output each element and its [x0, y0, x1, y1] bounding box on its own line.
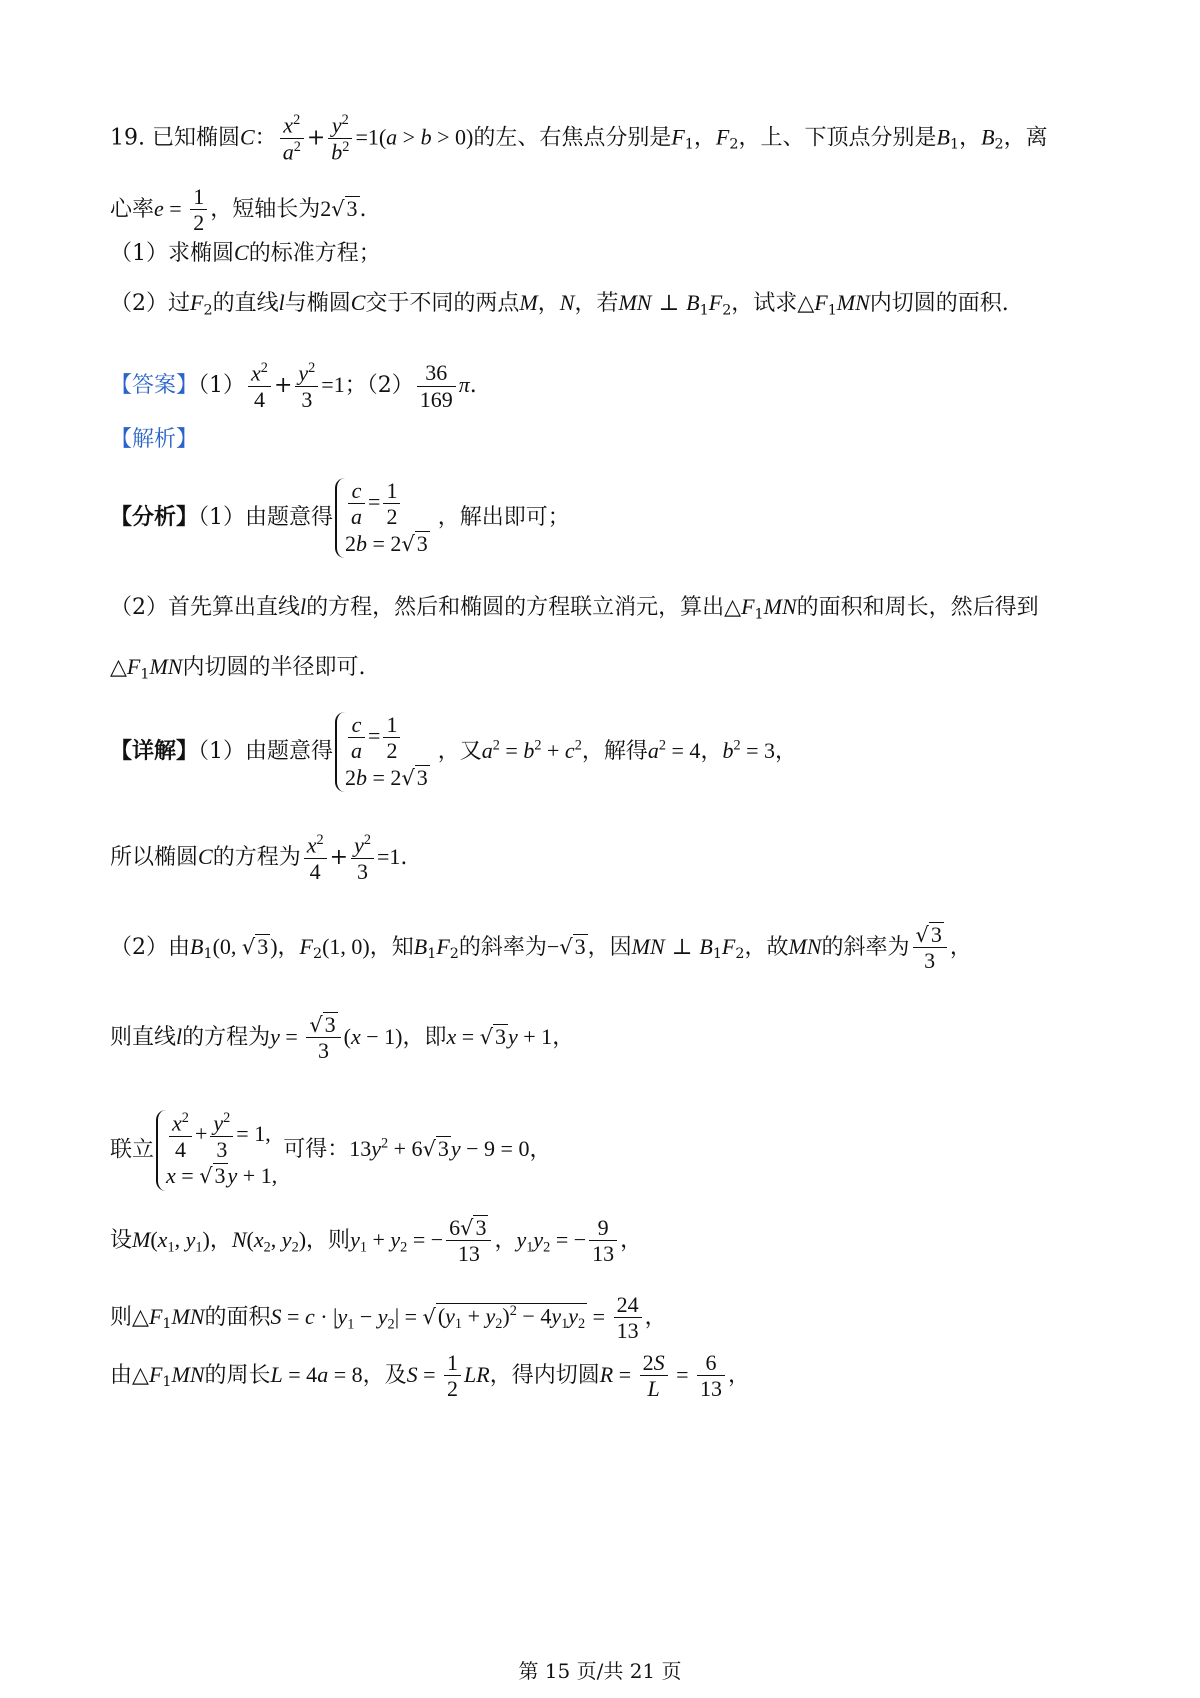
answer-line: 【答案】（1） $\frac{x^2}{4}$ + $\frac{y^2}{3}$ =1；（2） $\frac{36}{169}$ π.	[110, 360, 477, 412]
page-footer: 第 15 页/共 21 页	[518, 1659, 682, 1683]
question-line-2: 心率e = $\frac{1}{2}$ ，短轴长为2√3.	[110, 184, 367, 236]
analysis-line-3: $\triangle F_1MN$内切圆的半径即可.	[110, 654, 366, 683]
detail-label: 【详解】	[110, 738, 199, 765]
analysis-line-1: 【分析】（1）由题意得 $\frac{c}{a}$ = $\frac{1}{2}$ 2b = 2√3 ，解出即可；	[110, 478, 570, 558]
detail-line-8: 由$\triangle F_1MN$的周长L = 4a = 8，及S = $\frac{1}{2}$ LR，得内切圆R = $\frac{2S}{L}$ = $\frac{6}{13}$ ，	[110, 1350, 751, 1402]
detail-line-5: 联立 $\frac{x^2}{4}$ + $\frac{y^2}{3}$ = 1, x = √3y + 1, 可得：$13y^2 + 6√3y - 9 = 0$，	[110, 1110, 551, 1191]
analysis-label: 【解析】	[110, 427, 199, 452]
analysis-fx-label: 【分析】	[110, 504, 199, 531]
detail-line-2: 所以椭圆C的方程为 $\frac{x^2}{4}$ + $\frac{y^2}{3}$ =1.	[110, 832, 408, 884]
detail-line-7: 则$\triangle F_1MN$的面积$S = c \cdot |y_1 - y_2| = √(y_1 + y_2)^2 - 4y_1y_2$ = $\frac{24}{13}$ ，	[110, 1292, 667, 1344]
answer-label: 【答案】	[110, 373, 199, 399]
detail-line-4: 则直线l的方程为y = $\frac{√3}{3}$ (x − 1)，即x = √3y + 1，	[110, 1012, 575, 1064]
detail-line-1: 【详解】（1）由题意得 $\frac{c}{a}$ = $\frac{1}{2}$ 2b = 2√3 ，又$a^2 = b^2 + c^2$，解得$a^2 = 4$，$b^2 = 3$，	[110, 712, 797, 792]
analysis-line-2: （2）首先算出直线l的方程，然后和椭圆的方程联立消元，算出$\triangle F_1MN$的面积和周长，然后得到	[110, 594, 1039, 623]
question-line-1: 19. 已知椭圆C： $\frac{x^2}{a^2}$ + $\frac{y^2}{b^2}$ =1(a > b > 0)的左、右焦点分别是$F_1$，$F_2$，上、下顶点分别是$B_1$，$B_2$，离	[110, 112, 1048, 165]
detail-line-3: （2）由$B_1(0$, √3)，$F_2(1$, 0)，知$B_1F_2$的斜率为−√3，因MN ⊥ $B_1F_2$，故MN的斜率为 $\frac{√3}{3}$ ，	[110, 922, 972, 974]
question-part-1: （1）求椭圆C的标准方程；	[110, 240, 381, 266]
detail-line-6: 设$M(x_1$, $y_1$)，$N(x_2$, $y_2$)，则$y_1 + y_2$ = − $\frac{6√3}{13}$ ，$y_1y_2$ = − $\frac{9}{13}$ ，	[110, 1215, 643, 1267]
question-part-2: （2）过$F_2$的直线l与椭圆C交于不同的两点M，N，若MN ⊥ $B_1F_2$，试求$\triangle F_1MN$内切圆的面积.	[110, 290, 1009, 319]
